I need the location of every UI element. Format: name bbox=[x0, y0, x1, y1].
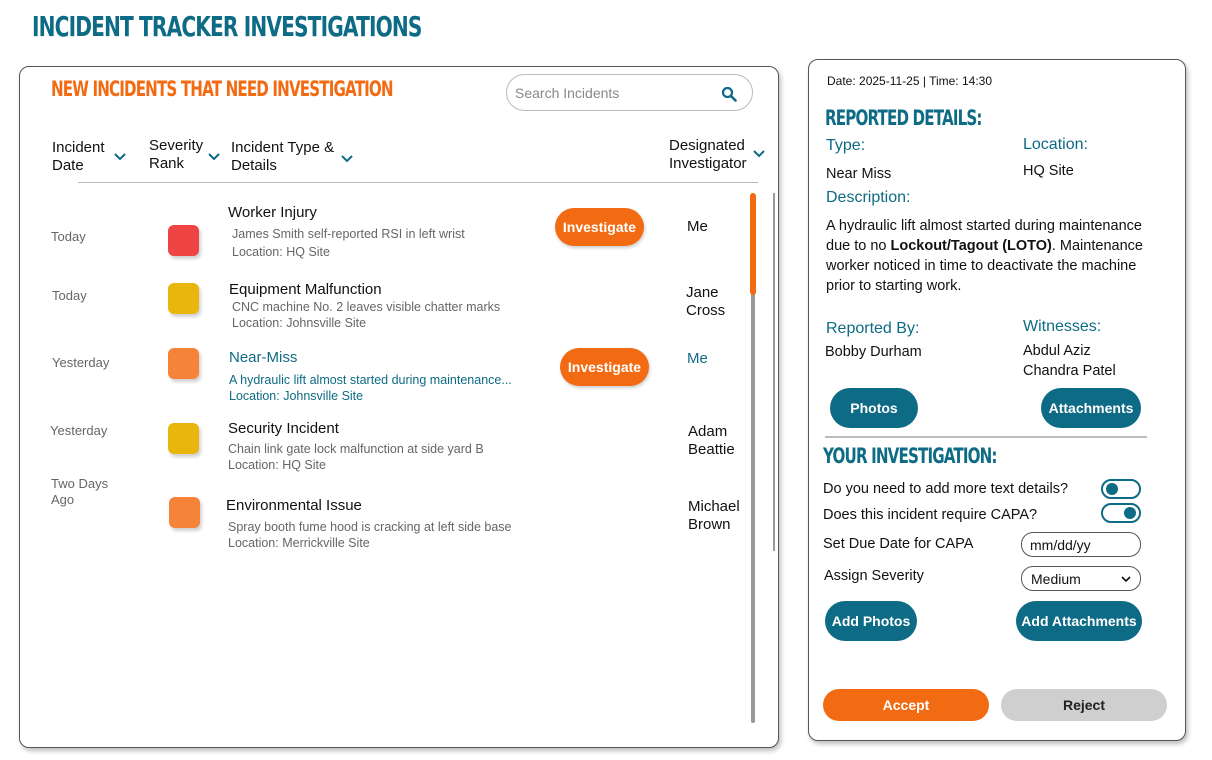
assign-severity-label: Assign Severity bbox=[824, 568, 924, 584]
due-date-label: Set Due Date for CAPA bbox=[823, 536, 974, 552]
incident-detail: Chain link gate lock malfunction at side yard B bbox=[228, 442, 484, 456]
severity-indicator bbox=[168, 283, 199, 314]
search-icon[interactable] bbox=[721, 86, 737, 102]
incident-date: Yesterday bbox=[50, 423, 108, 438]
incidents-panel bbox=[19, 66, 779, 748]
reject-button[interactable]: Reject bbox=[1001, 689, 1167, 721]
search-box[interactable] bbox=[506, 74, 753, 111]
incident-location: Location: Johnsville Site bbox=[229, 389, 364, 403]
incident-detail: CNC machine No. 2 leaves visible chatter marks bbox=[232, 300, 501, 314]
text-details-toggle[interactable] bbox=[1101, 479, 1141, 499]
severity-indicator bbox=[169, 497, 200, 528]
investigate-button[interactable]: Investigate bbox=[555, 208, 644, 246]
incident-title: Equipment Malfunction bbox=[229, 281, 382, 298]
date-time: Date: 2025-11-25 | Time: 14:30 bbox=[827, 74, 992, 88]
attachments-button[interactable]: Attachments bbox=[1041, 388, 1141, 428]
designated-investigator: Me bbox=[687, 350, 708, 367]
column-header-incident-date[interactable]: Incident Date bbox=[52, 139, 105, 174]
text-details-question: Do you need to add more text details? bbox=[823, 481, 1069, 497]
investigate-button[interactable]: Investigate bbox=[560, 348, 649, 386]
due-date-input[interactable] bbox=[1021, 532, 1141, 557]
description-value: A hydraulic lift almost started during maintenance due to no Lockout/Tagout (LOTO). Maintenance worker noticed in time to deactivate the machine prior to starting work. bbox=[826, 218, 1143, 294]
incident-title: Security Incident bbox=[228, 420, 339, 437]
description-label: Description: bbox=[826, 189, 911, 206]
designated-investigator: Me bbox=[687, 218, 708, 235]
capa-question: Does this incident require CAPA? bbox=[823, 507, 1038, 523]
incidents-panel-title: NEW INCIDENTS THAT NEED INVESTIGATION bbox=[51, 77, 393, 101]
header-divider bbox=[78, 182, 758, 183]
incident-title: Near-Miss bbox=[229, 349, 298, 366]
incident-title: Environmental Issue bbox=[226, 497, 362, 514]
designated-investigator: Adam Beattie bbox=[688, 423, 735, 458]
search-input[interactable] bbox=[515, 84, 710, 102]
incident-details-panel bbox=[808, 59, 1186, 741]
severity-select-value: Medium bbox=[1031, 571, 1081, 587]
incident-detail: A hydraulic lift almost started during maintenance... bbox=[229, 373, 512, 387]
section-divider bbox=[825, 436, 1147, 438]
severity-indicator bbox=[168, 348, 199, 379]
severity-select[interactable] bbox=[1021, 566, 1141, 591]
reported-by-value: Bobby Durham bbox=[825, 344, 922, 360]
type-value: Near Miss bbox=[826, 166, 892, 182]
incident-date: Two Days Ago bbox=[51, 476, 109, 507]
chevron-down-icon[interactable] bbox=[208, 153, 220, 161]
location-value: HQ Site bbox=[1023, 163, 1074, 179]
witnesses-list: Abdul Aziz Chandra Patel bbox=[1023, 343, 1116, 379]
description-emphasis: Lockout/Tagout (LOTO) bbox=[890, 238, 1052, 254]
column-header-incident-type[interactable]: Incident Type & Details bbox=[231, 139, 335, 174]
scrollbar-thumb[interactable] bbox=[750, 193, 756, 295]
reported-by-label: Reported By: bbox=[826, 320, 920, 337]
incident-detail: James Smith self-reported RSI in left wrist bbox=[232, 227, 465, 241]
chevron-down-icon[interactable] bbox=[753, 150, 765, 158]
incident-date: Today bbox=[52, 288, 87, 303]
incident-date: Today bbox=[51, 229, 86, 244]
designated-investigator: Michael Brown bbox=[688, 498, 740, 533]
incident-location: Location: HQ Site bbox=[232, 245, 330, 259]
your-investigation-title: YOUR INVESTIGATION: bbox=[823, 444, 997, 468]
add-photos-button[interactable]: Add Photos bbox=[825, 601, 917, 641]
capa-toggle[interactable] bbox=[1101, 503, 1141, 523]
reported-details-title: REPORTED DETAILS: bbox=[825, 106, 982, 130]
accept-button[interactable]: Accept bbox=[823, 689, 989, 721]
chevron-down-icon[interactable] bbox=[114, 153, 126, 161]
add-attachments-button[interactable]: Add Attachments bbox=[1016, 601, 1142, 641]
chevron-down-icon bbox=[1121, 576, 1131, 583]
severity-indicator bbox=[168, 225, 199, 256]
type-label: Type: bbox=[826, 137, 866, 154]
incident-title: Worker Injury bbox=[228, 204, 317, 221]
app-title: INCIDENT TRACKER INVESTIGATIONS bbox=[32, 10, 422, 43]
incident-location: Location: Johnsville Site bbox=[232, 316, 367, 330]
designated-investigator: Jane Cross bbox=[686, 284, 726, 319]
incident-detail: Spray booth fume hood is cracking at left side base bbox=[228, 520, 512, 534]
secondary-scrollbar-track[interactable] bbox=[773, 193, 775, 551]
location-label: Location: bbox=[1023, 136, 1088, 153]
incident-date: Yesterday bbox=[52, 355, 110, 370]
chevron-down-icon[interactable] bbox=[341, 155, 353, 163]
column-header-severity-rank[interactable]: Severity Rank bbox=[149, 137, 204, 172]
witnesses-label: Witnesses: bbox=[1023, 318, 1102, 335]
photos-button[interactable]: Photos bbox=[830, 388, 918, 428]
severity-indicator bbox=[168, 423, 199, 454]
incident-location: Location: Merrickville Site bbox=[228, 536, 370, 550]
incident-location: Location: HQ Site bbox=[228, 458, 326, 472]
column-header-designated-investigator[interactable]: Designated Investigator bbox=[669, 137, 747, 172]
